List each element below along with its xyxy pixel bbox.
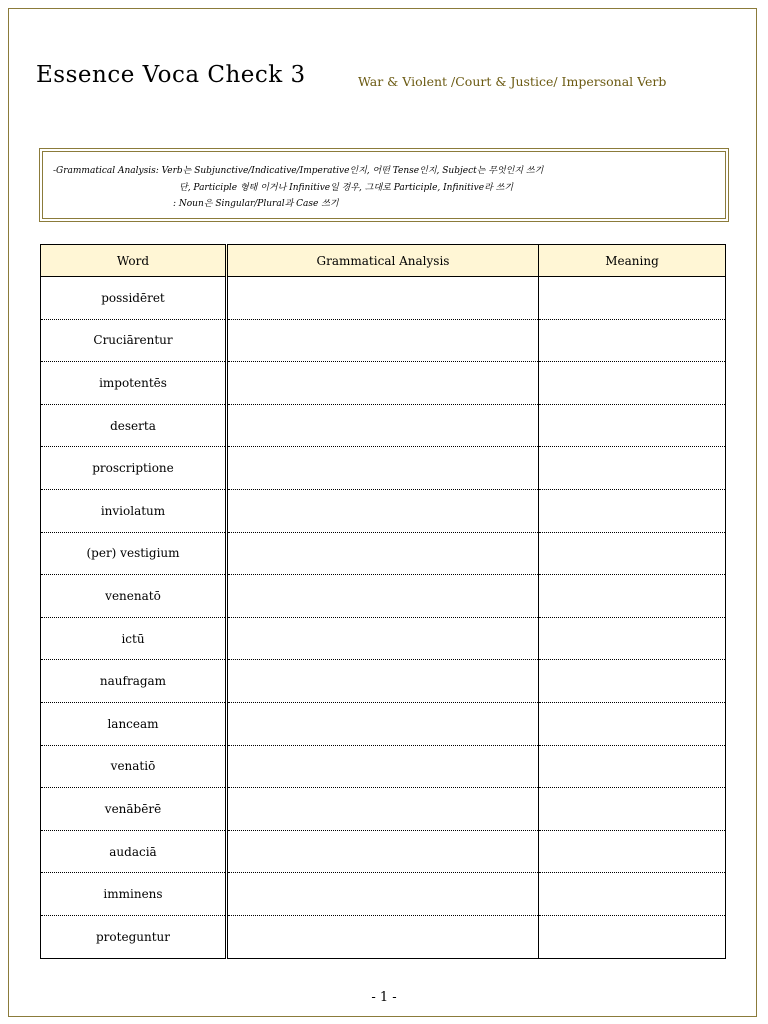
instructions-inner-frame xyxy=(42,151,726,219)
vocab-table-body xyxy=(41,277,726,959)
table-row xyxy=(41,532,726,575)
page-subtitle: War & Violent /Court & Justice/ Impersonal Verb xyxy=(358,74,667,89)
analysis-answer-cell[interactable] xyxy=(227,617,539,660)
word-cell: imminens xyxy=(41,873,227,916)
meaning-answer-cell[interactable] xyxy=(539,575,726,618)
word-cell: audaciā xyxy=(41,830,227,873)
word-cell: venenatō xyxy=(41,575,227,618)
word-cell: venatiō xyxy=(41,745,227,788)
analysis-answer-cell[interactable] xyxy=(227,575,539,618)
table-row xyxy=(41,362,726,405)
analysis-answer-cell[interactable] xyxy=(227,745,539,788)
meaning-answer-cell[interactable] xyxy=(539,702,726,745)
analysis-answer-cell[interactable] xyxy=(227,532,539,575)
meaning-answer-cell[interactable] xyxy=(539,788,726,831)
table-row xyxy=(41,277,726,320)
table-row xyxy=(41,575,726,618)
table-row xyxy=(41,660,726,703)
header-word: Word xyxy=(41,245,227,277)
meaning-answer-cell[interactable] xyxy=(539,447,726,490)
word-cell: (per) vestigium xyxy=(41,532,227,575)
table-row xyxy=(41,404,726,447)
analysis-answer-cell[interactable] xyxy=(227,362,539,405)
table-row xyxy=(41,702,726,745)
table-row xyxy=(41,489,726,532)
table-row xyxy=(41,873,726,916)
table-row xyxy=(41,617,726,660)
analysis-answer-cell[interactable] xyxy=(227,788,539,831)
table-row xyxy=(41,319,726,362)
meaning-answer-cell[interactable] xyxy=(539,277,726,320)
analysis-answer-cell[interactable] xyxy=(227,873,539,916)
analysis-answer-cell[interactable] xyxy=(227,702,539,745)
word-cell: naufragam xyxy=(41,660,227,703)
analysis-answer-cell[interactable] xyxy=(227,660,539,703)
word-cell: proteguntur xyxy=(41,915,227,958)
meaning-answer-cell[interactable] xyxy=(539,660,726,703)
table-row xyxy=(41,915,726,958)
instruction-line-3: : Noun은 Singular/Plural과 Case 쓰기 xyxy=(173,199,339,209)
word-cell: Cruciārentur xyxy=(41,319,227,362)
meaning-answer-cell[interactable] xyxy=(539,915,726,958)
meaning-answer-cell[interactable] xyxy=(539,532,726,575)
word-cell: proscriptione xyxy=(41,447,227,490)
analysis-answer-cell[interactable] xyxy=(227,277,539,320)
meaning-answer-cell[interactable] xyxy=(539,745,726,788)
meaning-answer-cell[interactable] xyxy=(539,873,726,916)
meaning-answer-cell[interactable] xyxy=(539,617,726,660)
table-row xyxy=(41,745,726,788)
meaning-answer-cell[interactable] xyxy=(539,404,726,447)
analysis-answer-cell[interactable] xyxy=(227,489,539,532)
word-cell: venābērē xyxy=(41,788,227,831)
meaning-answer-cell[interactable] xyxy=(539,830,726,873)
analysis-answer-cell[interactable] xyxy=(227,830,539,873)
analysis-answer-cell[interactable] xyxy=(227,915,539,958)
instruction-line-1: -Grammatical Analysis: Verb는 Subjunctive/Indicative/Imperative인지, 어떤 Tense인지, Subject는 무엇인지 쓰기 xyxy=(53,166,544,176)
page-number: - 1 - xyxy=(371,990,397,1005)
header-meaning: Meaning xyxy=(539,245,726,277)
instructions-box xyxy=(39,148,729,222)
word-cell: possidēret xyxy=(41,277,227,320)
meaning-answer-cell[interactable] xyxy=(539,319,726,362)
meaning-answer-cell[interactable] xyxy=(539,489,726,532)
table-row xyxy=(41,788,726,831)
word-cell: deserta xyxy=(41,404,227,447)
vocab-table xyxy=(40,244,726,959)
analysis-answer-cell[interactable] xyxy=(227,404,539,447)
table-header-row xyxy=(41,245,726,277)
page-title: Essence Voca Check 3 xyxy=(36,62,306,88)
analysis-answer-cell[interactable] xyxy=(227,319,539,362)
word-cell: lanceam xyxy=(41,702,227,745)
table-row xyxy=(41,830,726,873)
word-cell: inviolatum xyxy=(41,489,227,532)
header-analysis: Grammatical Analysis xyxy=(227,245,539,277)
word-cell: ictū xyxy=(41,617,227,660)
instruction-line-2: 단, Participle 형태 이거나 Infinitive일 경우, 그대로 Participle, Infinitive라 쓰기 xyxy=(179,183,514,193)
meaning-answer-cell[interactable] xyxy=(539,362,726,405)
analysis-answer-cell[interactable] xyxy=(227,447,539,490)
word-cell: impotentēs xyxy=(41,362,227,405)
table-row xyxy=(41,447,726,490)
